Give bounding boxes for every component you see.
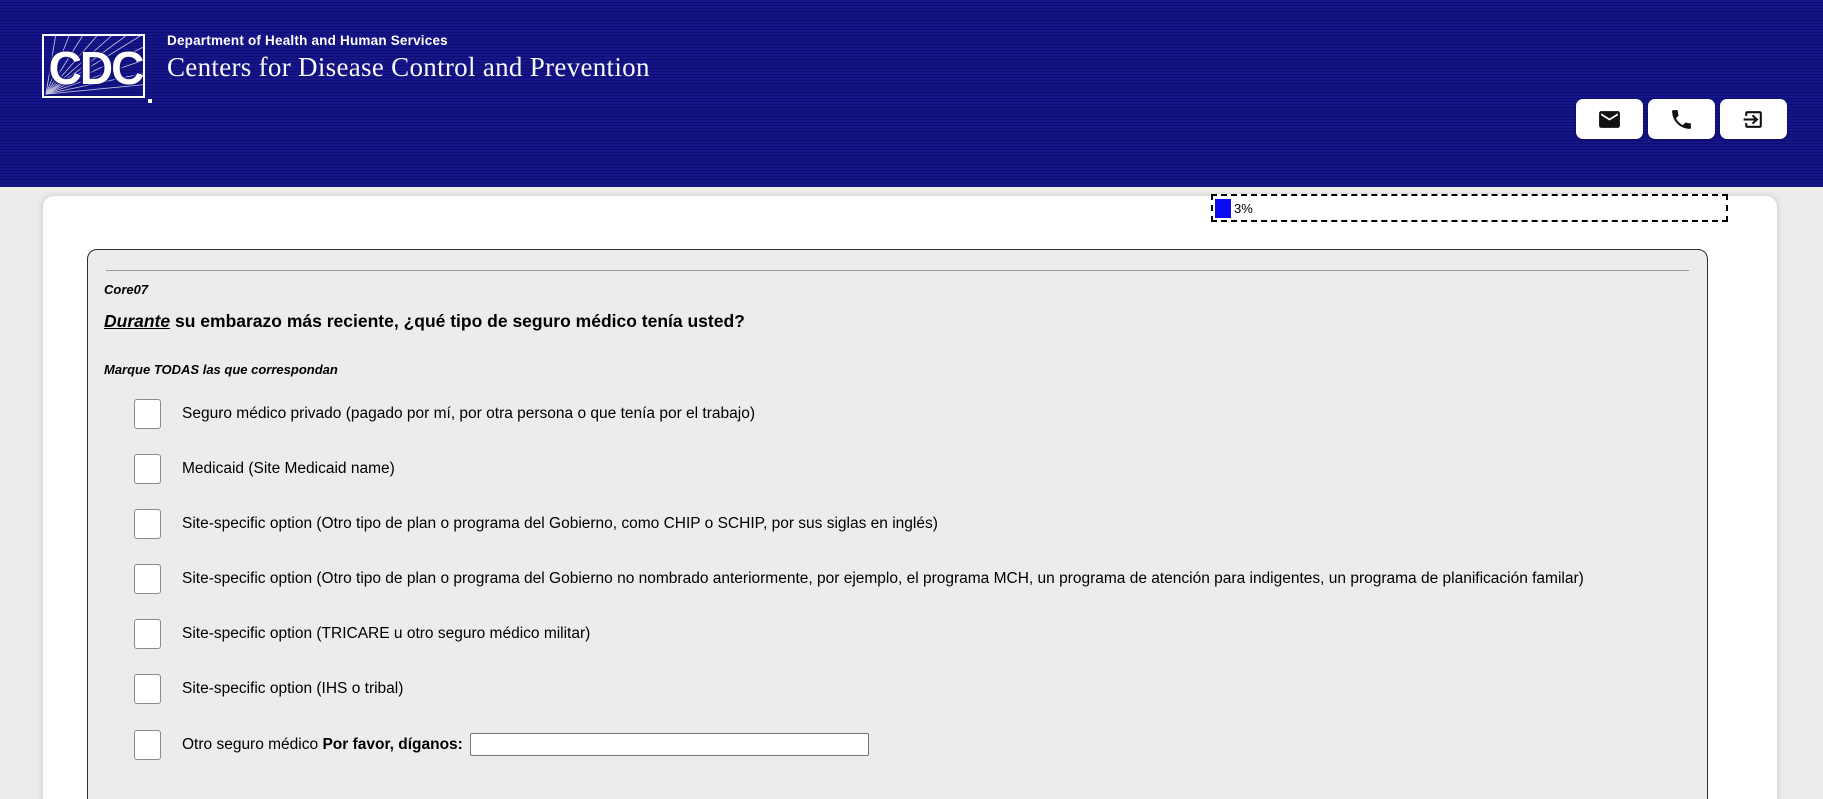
option-label: Medicaid (Site Medicaid name): [182, 460, 395, 478]
option-label: Site-specific option (IHS o tribal): [182, 680, 404, 698]
option-checkbox[interactable]: [134, 619, 161, 649]
option-row-medicaid: [104, 454, 1691, 484]
email-button[interactable]: [1576, 99, 1643, 139]
mail-icon: [1597, 107, 1622, 132]
option-label-bold: Por favor, díganos:: [322, 735, 463, 753]
option-checkbox[interactable]: [134, 509, 161, 539]
option-checkbox[interactable]: [134, 399, 161, 429]
option-row-private-insurance: [104, 399, 1691, 429]
cdc-logo-text: CDC: [48, 42, 143, 94]
other-insurance-input[interactable]: [470, 733, 869, 756]
option-row-chip-schip: [104, 509, 1691, 539]
option-checkbox[interactable]: [134, 730, 161, 760]
exit-button[interactable]: [1720, 99, 1787, 139]
header-org-line: Centers for Disease Control and Prevention: [167, 52, 650, 82]
header-banner: [0, 0, 1823, 187]
option-checkbox[interactable]: [134, 674, 161, 704]
cdc-logo-tm-mark: [148, 99, 152, 103]
question-code: Core07: [104, 282, 149, 297]
option-label: Site-specific option (TRICARE u otro seguro médico militar): [182, 625, 591, 643]
option-label: Site-specific option (Otro tipo de plan o programa del Gobierno no nombrado anteriormente, por ejemplo, el programa MCH, un programa de atención para indigentes, un programa de planificación familar): [182, 570, 1584, 588]
question-lead-word: Durante: [104, 311, 171, 331]
option-row-other-gov-program: [104, 564, 1691, 594]
progress-bar-fill: [1215, 199, 1231, 218]
option-row-other-insurance: [104, 730, 1691, 760]
option-row-tricare-military: [104, 619, 1691, 649]
progress-bar: [1211, 194, 1728, 222]
phone-button[interactable]: [1648, 99, 1715, 139]
cdc-logo: [42, 34, 145, 98]
option-label: Seguro médico privado (pagado por mí, por otra persona o que tenía por el trabajo): [182, 405, 755, 423]
option-checkbox[interactable]: [134, 454, 161, 484]
question-text-rest: su embarazo más reciente, ¿qué tipo de seguro médico tenía usted?: [170, 311, 745, 331]
content-panel: [42, 195, 1778, 799]
header-department-line: Department of Health and Human Services: [167, 33, 448, 48]
phone-icon: [1669, 107, 1694, 132]
option-label: Site-specific option (Otro tipo de plan o programa del Gobierno, como CHIP o SCHIP, por sus siglas en inglés): [182, 515, 938, 533]
progress-percent-label: 3%: [1234, 200, 1253, 216]
question-text: [104, 311, 1691, 332]
option-checkbox[interactable]: [134, 564, 161, 594]
header-action-buttons: [1576, 99, 1787, 139]
option-label: Otro seguro médico: [182, 735, 323, 753]
options-list: [104, 399, 1691, 760]
exit-icon: [1741, 107, 1766, 132]
question-card: [87, 249, 1708, 799]
card-top-rule: [106, 270, 1689, 271]
question-instruction: Marque TODAS las que correspondan: [104, 362, 338, 377]
option-row-ihs-tribal: [104, 674, 1691, 704]
